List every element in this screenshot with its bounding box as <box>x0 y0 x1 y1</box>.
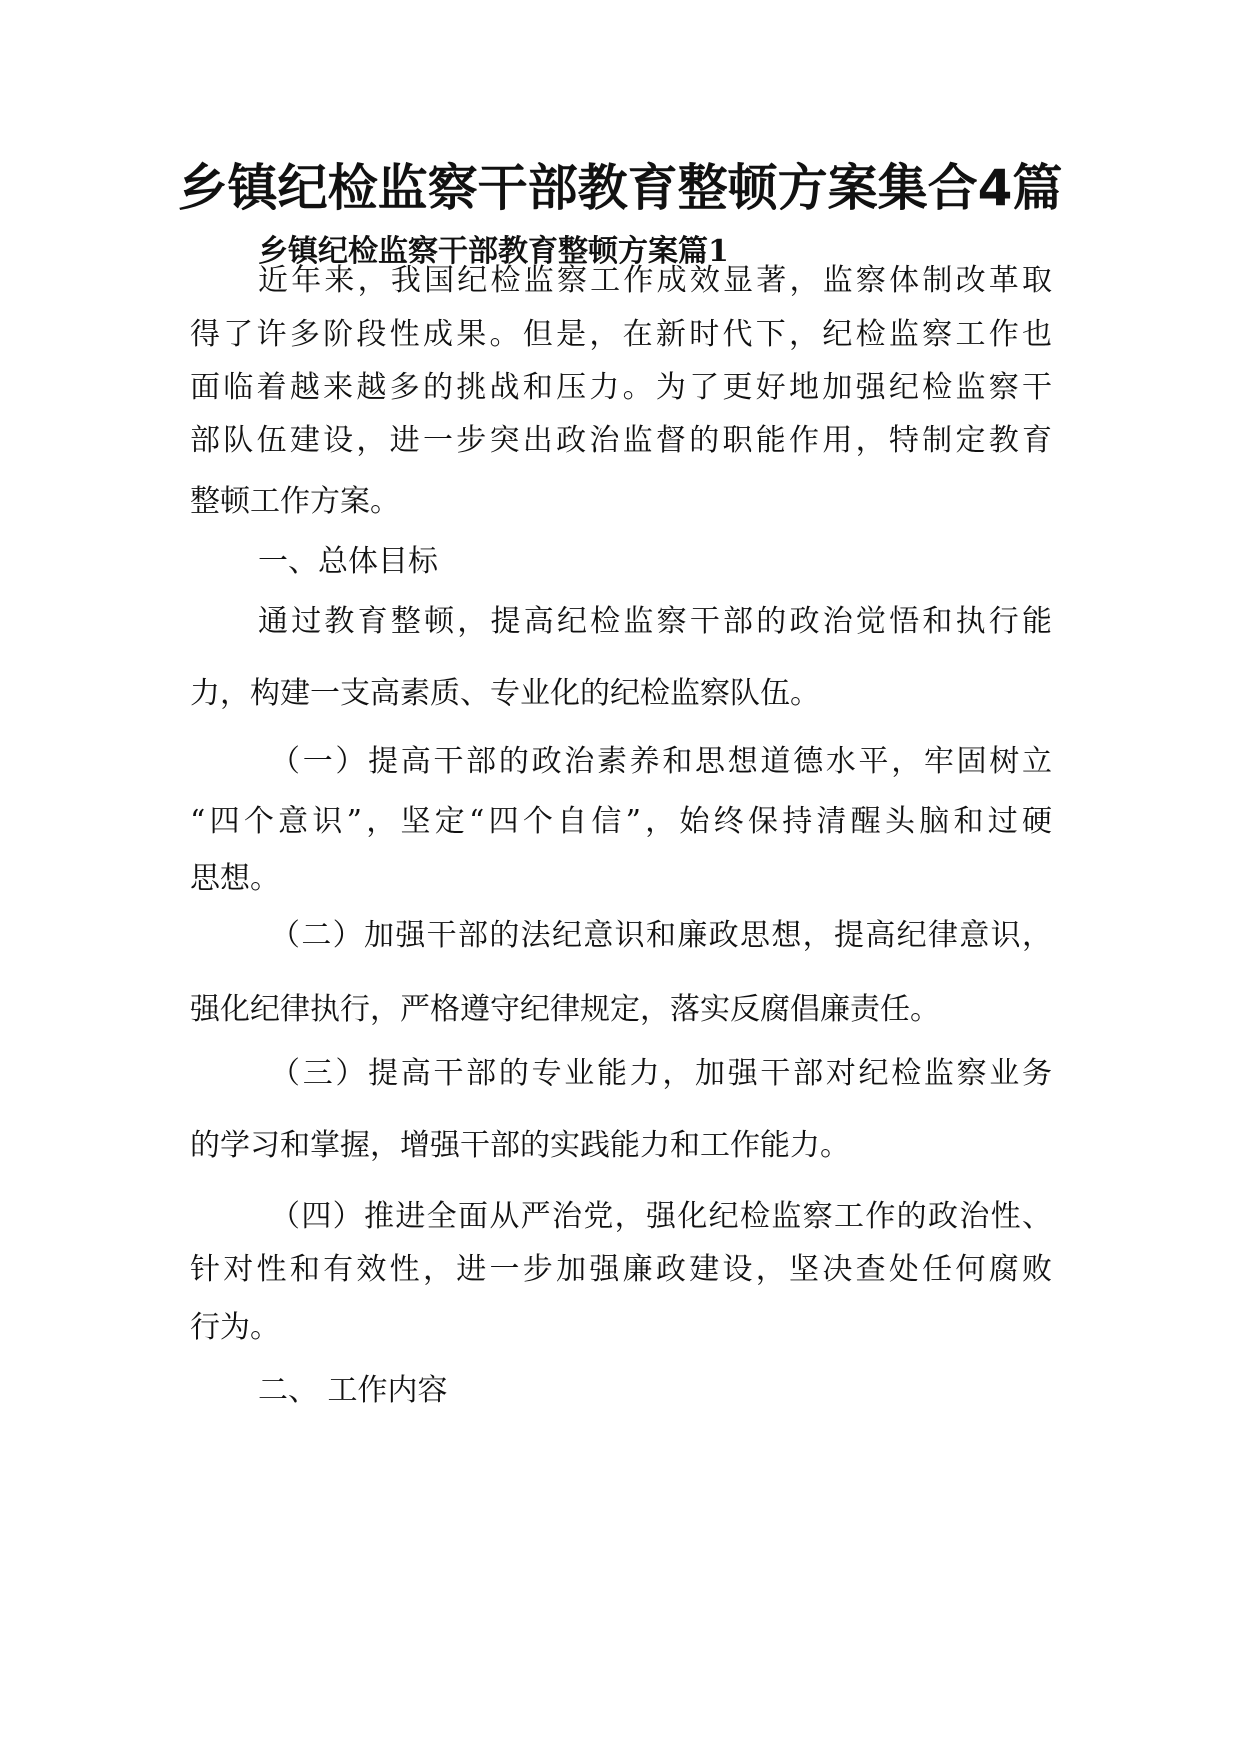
paragraph-line: “四个意识”，坚定“四个自信”，始终保持清醒头脑和过硬 <box>190 804 1052 839</box>
document-title: 乡镇纪检监察干部教育整顿方案集合4篇 <box>177 159 1063 217</box>
paragraph-line: 力，构建一支高素质、专业化的纪检监察队伍。 <box>190 676 820 711</box>
paragraph-line: 部队伍建设，进一步突出政治监督的职能作用，特制定教育 <box>190 423 1052 458</box>
paragraph-line: （一）提高干部的政治素养和思想道德水平，牢固树立 <box>270 744 1052 779</box>
paragraph-line: 整顿工作方案。 <box>190 484 400 519</box>
paragraph-line: 强化纪律执行，严格遵守纪律规定，落实反腐倡廉责任。 <box>190 992 940 1027</box>
paragraph-line: 思想。 <box>190 861 280 896</box>
paragraph-line: 针对性和有效性，进一步加强廉政建设，坚决查处任何腐败 <box>190 1252 1052 1287</box>
paragraph-line: 行为。 <box>190 1310 280 1345</box>
paragraph-line: （三）提高干部的专业能力，加强干部对纪检监察业务 <box>270 1056 1052 1091</box>
paragraph-line: 的学习和掌握，增强干部的实践能力和工作能力。 <box>190 1128 850 1163</box>
section-heading: 一、总体目标 <box>258 544 438 579</box>
paragraph-line: 得了许多阶段性成果。但是，在新时代下，纪检监察工作也 <box>190 317 1052 352</box>
paragraph-line: （四）推进全面从严治党，强化纪检监察工作的政治性、 <box>270 1199 1052 1234</box>
section-heading: 二、 工作内容 <box>258 1373 448 1408</box>
paragraph-line: 通过教育整顿，提高纪检监察干部的政治觉悟和执行能 <box>258 604 1052 639</box>
paragraph-line: （二）加强干部的法纪意识和廉政思想，提高纪律意识， <box>270 918 1052 953</box>
section-subtitle: 乡镇纪检监察干部教育整顿方案篇1 <box>258 234 729 269</box>
paragraph-line: 近年来，我国纪检监察工作成效显著，监察体制改革取 <box>258 263 1052 298</box>
paragraph-line: 面临着越来越多的挑战和压力。为了更好地加强纪检监察干 <box>190 370 1052 405</box>
